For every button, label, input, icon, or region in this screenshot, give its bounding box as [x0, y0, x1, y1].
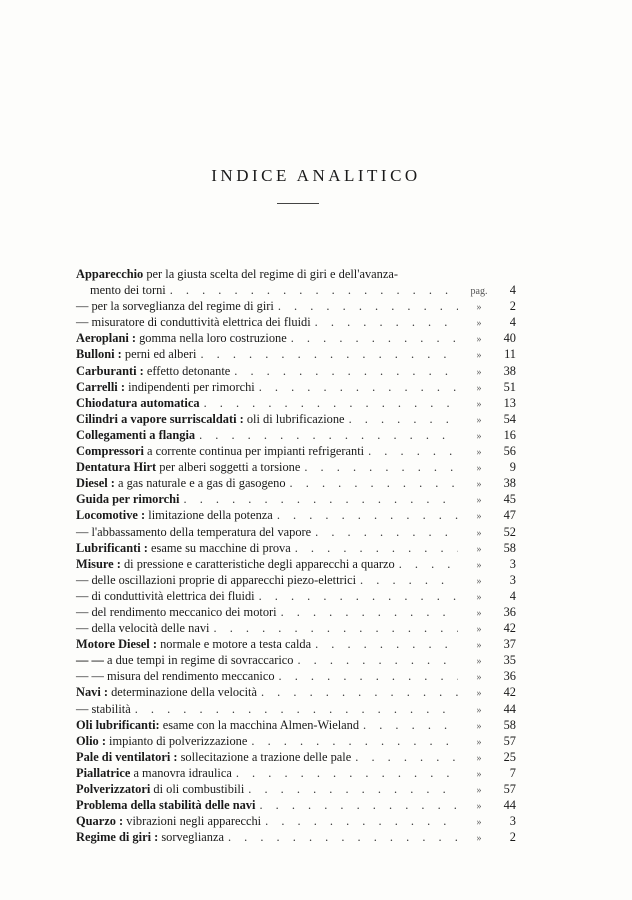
page-number: 36 — [503, 604, 516, 619]
leader-dots — [399, 556, 458, 572]
page-marker: » — [476, 607, 482, 619]
leader-dots — [278, 298, 458, 314]
entry-lead: Dentatura Hirt — [76, 460, 157, 475]
page-number: 42 — [503, 621, 516, 636]
index-entry — [76, 797, 516, 813]
page-number: 4 — [509, 283, 516, 298]
entry-text: Dentatura Hirt per alberi soggetti a torsione — [76, 460, 301, 475]
entry-lead: Diesel : — [76, 476, 115, 491]
page-number: 7 — [509, 765, 516, 780]
page-number: 52 — [503, 524, 516, 539]
page-marker: » — [476, 479, 482, 491]
entry-text: Pale di ventilatori : sollecitazione a trazione delle pale — [76, 749, 352, 764]
index-entry — [76, 507, 516, 523]
title-rule — [277, 203, 319, 204]
page-marker: pag. — [470, 286, 488, 298]
page-marker: » — [476, 334, 482, 346]
index-entry — [76, 668, 516, 684]
entry-text: — della velocità delle navi — [76, 621, 210, 636]
page-marker: » — [476, 833, 482, 845]
entry-text: — per la sorveglianza del regime di giri — [76, 299, 274, 314]
page-marker: » — [476, 302, 482, 314]
index-entry — [76, 491, 516, 507]
page-marker: » — [476, 382, 482, 394]
entry-text: Cilindri a vapore surriscaldati : oli di lubrificazione — [76, 411, 345, 426]
page-marker: » — [476, 624, 482, 636]
page-marker: » — [476, 511, 482, 523]
entry-text: Olio : impianto di polverizzazione — [76, 733, 248, 748]
index-entry — [76, 684, 516, 700]
entry-text: — l'abbassamento della temperatura del vapore — [76, 524, 312, 539]
leader-dots — [170, 282, 458, 298]
leader-dots — [184, 491, 459, 507]
entry-lead: Polverizzatori — [76, 782, 151, 796]
page-marker: » — [476, 672, 482, 684]
entry-text: Carrelli : indipendenti per rimorchi — [76, 379, 255, 394]
entry-continuation-text: mento dei torni — [90, 283, 166, 298]
index-entry — [76, 701, 516, 717]
entry-text: Locomotive : limitazione della potenza — [76, 508, 273, 523]
page-number: 47 — [503, 508, 516, 523]
leader-dots — [135, 701, 458, 717]
leader-dots — [368, 443, 458, 459]
entry-text: Lubrificanti : esame su macchine di prova — [76, 540, 291, 555]
entry-text: Compressori a corrente continua per impianti refrigeranti — [76, 444, 365, 459]
leader-dots — [315, 524, 458, 540]
page-marker: » — [476, 656, 482, 668]
page-marker: » — [476, 640, 482, 652]
leader-dots — [290, 475, 458, 491]
entry-text: Quarzo : vibrazioni negli apparecchi — [76, 814, 262, 829]
entry-lead: Motore Diesel : — [76, 637, 157, 652]
entry-lead: Piallatrice — [76, 765, 131, 780]
entry-text: Oli lubrificanti: esame con la macchina Almen-Wieland — [76, 717, 360, 732]
index-entry — [76, 346, 516, 362]
index-entry — [76, 620, 516, 636]
page-marker: » — [476, 350, 482, 362]
leader-dots — [200, 346, 458, 362]
leader-dots — [315, 314, 458, 330]
page-number: 4 — [509, 315, 516, 330]
index-entry — [76, 379, 516, 395]
leader-dots — [248, 781, 458, 797]
page-number: 38 — [503, 363, 516, 378]
entry-text: Diesel : a gas naturale e a gas di gasogeno — [76, 476, 286, 491]
entry-text: Aeroplani : gomma nella loro costruzione — [76, 331, 287, 346]
page-number: 44 — [503, 701, 516, 716]
index-entry — [76, 717, 516, 733]
page-number: 36 — [503, 669, 516, 684]
page-number: 2 — [509, 830, 516, 845]
page-marker: » — [476, 318, 482, 330]
page-number: 42 — [503, 685, 516, 700]
index-entry — [76, 459, 516, 475]
leader-dots — [204, 395, 458, 411]
entry-text — [76, 395, 200, 411]
index-entry — [76, 572, 516, 588]
entry-lead: — — — [76, 653, 104, 668]
leader-dots — [259, 379, 458, 395]
page-marker: » — [476, 736, 482, 748]
entry-lead: Apparecchio — [76, 267, 144, 281]
index-entry — [76, 540, 516, 556]
page-marker: » — [476, 527, 482, 539]
page-marker: » — [476, 688, 482, 700]
index-entry — [76, 411, 516, 427]
leader-dots — [265, 813, 458, 829]
page-marker: » — [476, 575, 482, 587]
entry-text: Misure : di pressione e caratteristiche degli apparecchi a quarzo — [76, 556, 395, 571]
page-number: 51 — [503, 379, 516, 394]
index-entry — [76, 314, 516, 330]
entry-text: — di conduttività elettrica dei fluidi — [76, 588, 255, 603]
entry-lead: Collegamenti a flangia — [76, 427, 196, 442]
page-title: INDICE ANALITICO — [211, 166, 421, 185]
entry-text: — — misura del rendimento meccanico — [76, 669, 275, 684]
page-marker: » — [476, 704, 482, 716]
leader-dots — [349, 411, 458, 427]
page-number: 56 — [503, 444, 516, 459]
leader-dots — [277, 507, 458, 523]
entry-text — [76, 491, 180, 507]
page-marker: » — [476, 447, 482, 459]
page-marker: » — [476, 495, 482, 507]
entry-lead: Chiodatura automatica — [76, 395, 200, 410]
page-number: 4 — [509, 588, 516, 603]
leader-dots — [304, 459, 458, 475]
leader-dots — [234, 363, 458, 379]
leader-dots — [236, 765, 458, 781]
page-marker: » — [476, 768, 482, 780]
entry-lead: Problema della stabilità delle navi — [76, 798, 256, 813]
entry-lead: Pale di ventilatori : — [76, 749, 178, 764]
page-number: 3 — [509, 556, 516, 571]
leader-dots — [251, 733, 458, 749]
index-entry — [76, 266, 516, 282]
page-marker: » — [476, 801, 482, 813]
entry-text: Piallatrice a manovra idraulica — [76, 765, 232, 780]
page-marker: » — [476, 543, 482, 555]
page-number: 58 — [503, 540, 516, 555]
entry-text: Regime di giri : sorveglianza — [76, 830, 224, 845]
entry-lead: Aeroplani : — [76, 331, 137, 346]
leader-dots — [199, 427, 458, 443]
page-number: 13 — [503, 395, 516, 410]
leader-dots — [281, 604, 458, 620]
entry-text — [76, 427, 195, 443]
page-number: 57 — [503, 733, 516, 748]
leader-dots — [259, 797, 458, 813]
entry-lead: Bulloni : — [76, 347, 122, 362]
entry-text: — stabilità — [76, 701, 131, 716]
index-entry — [76, 524, 516, 540]
entry-lead: Regime di giri : — [76, 830, 159, 845]
index-entry — [76, 443, 516, 459]
page-marker: » — [476, 366, 482, 378]
leader-dots — [297, 652, 458, 668]
page-number: 3 — [509, 572, 516, 587]
entry-lead: Olio : — [76, 733, 106, 748]
page-number: 3 — [509, 814, 516, 829]
entry-lead: Misure : — [76, 556, 121, 571]
entry-lead: Navi : — [76, 685, 109, 700]
page-number: 11 — [504, 347, 516, 362]
index-list — [76, 266, 516, 845]
page-number: 38 — [503, 476, 516, 491]
entry-lead: Quarzo : — [76, 814, 124, 829]
page-number: 57 — [503, 782, 516, 796]
leader-dots — [291, 330, 458, 346]
page-marker: » — [476, 720, 482, 732]
entry-lead: Carburanti : — [76, 363, 144, 378]
entry-text: — del rendimento meccanico dei motori — [76, 604, 277, 619]
entry-text — [76, 797, 255, 813]
page-number: 45 — [503, 492, 516, 507]
page-number: 37 — [503, 637, 516, 652]
entry-text: — delle oscillazioni proprie di apparecchi piezo-elettrici — [76, 572, 357, 587]
leader-dots — [214, 620, 459, 636]
index-entry — [76, 636, 516, 652]
page-number: 35 — [503, 653, 516, 668]
page-marker: » — [476, 752, 482, 764]
page-number: 25 — [503, 749, 516, 764]
index-entry — [76, 395, 516, 411]
index-entry — [76, 330, 516, 346]
entry-lead: Carrelli : — [76, 379, 125, 394]
entry-text: Carburanti : effetto detonante — [76, 363, 231, 378]
index-entry — [76, 813, 516, 829]
index-entry — [76, 298, 516, 314]
entry-text: — — a due tempi in regime di sovraccarico — [76, 653, 294, 668]
index-entry — [76, 749, 516, 765]
leader-dots — [355, 749, 458, 765]
page-marker: » — [476, 785, 482, 796]
page-number: 2 — [509, 299, 516, 314]
page-marker: » — [476, 463, 482, 475]
entry-lead: Cilindri a vapore surriscaldati : — [76, 411, 244, 426]
index-entry — [76, 475, 516, 491]
index-entry — [76, 733, 516, 749]
entry-text: Bulloni : perni ed alberi — [76, 347, 197, 362]
leader-dots — [295, 540, 458, 556]
leader-dots — [228, 829, 458, 845]
leader-dots — [360, 572, 458, 588]
page-number: 58 — [503, 717, 516, 732]
entry-lead: Locomotive : — [76, 508, 146, 523]
entry-lead: Guida per rimorchi — [76, 492, 180, 507]
leader-dots — [259, 588, 458, 604]
entry-lead: Oli lubrificanti: — [76, 717, 160, 732]
entry-text: Polverizzatori di oli combustibili — [76, 782, 245, 796]
leader-dots — [315, 636, 458, 652]
index-entry — [76, 829, 516, 845]
page-marker: » — [476, 591, 482, 603]
page-number: 40 — [503, 331, 516, 346]
page-marker: » — [476, 559, 482, 571]
entry-text: Apparecchio per la giusta scelta del regime di giri e dell'avanza- — [76, 267, 398, 281]
page-marker: » — [476, 398, 482, 410]
entry-text: Navi : determinazione della velocità — [76, 685, 257, 700]
index-entry — [76, 765, 516, 781]
page-marker: » — [476, 414, 482, 426]
index-entry — [76, 588, 516, 604]
page-number: 9 — [509, 460, 516, 475]
index-entry-continuation — [76, 282, 516, 298]
page-marker: » — [476, 817, 482, 829]
index-entry — [76, 363, 516, 379]
page-number: 44 — [503, 798, 516, 813]
entry-lead: Lubrificanti : — [76, 540, 148, 555]
index-entry — [76, 427, 516, 443]
page-number: 54 — [503, 411, 516, 426]
entry-lead: Compressori — [76, 444, 144, 459]
leader-dots — [363, 717, 458, 733]
index-entry — [76, 652, 516, 668]
page-number: 16 — [503, 427, 516, 442]
leader-dots — [279, 668, 458, 684]
index-entry — [76, 556, 516, 572]
page-marker: » — [476, 430, 482, 442]
entry-text: Motore Diesel : normale e motore a testa calda — [76, 637, 312, 652]
index-entry — [76, 604, 516, 620]
leader-dots — [261, 684, 458, 700]
index-entry — [76, 781, 516, 797]
entry-text: — misuratore di conduttività elettrica dei fluidi — [76, 315, 311, 330]
